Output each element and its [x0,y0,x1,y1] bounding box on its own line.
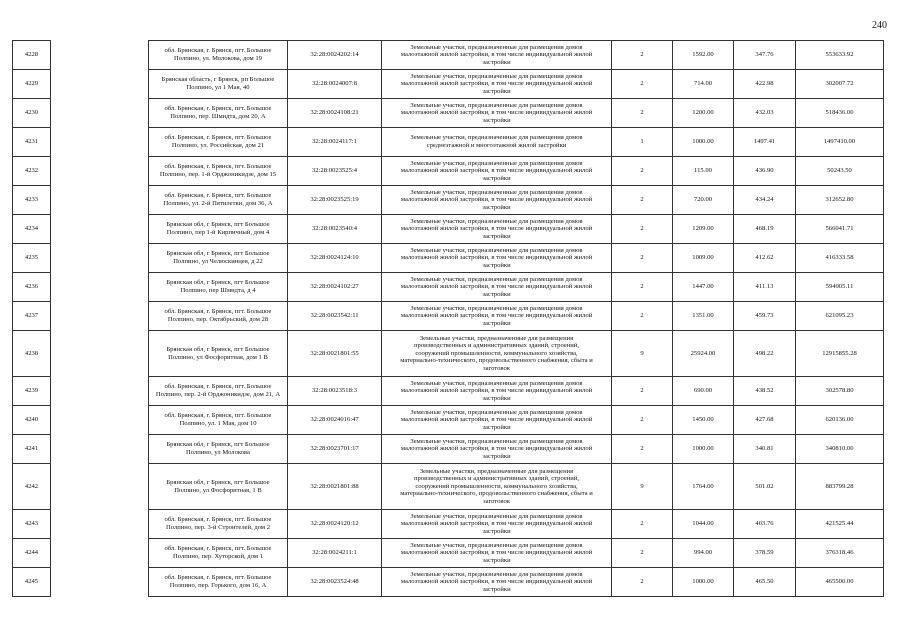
group-cell: 2 [612,435,673,464]
table-row [13,302,884,331]
group-cell: 2 [612,539,673,568]
spacer-cell [51,215,149,244]
cadastral-number-cell: 32:28:0024120:12 [288,510,382,539]
address-cell: Брянская обл, г Брянск, пгт Большое Полпино, пер 1-й Кирпичный, дом 4 [149,215,288,244]
cadastral-number-cell: 32:28:0023701:17 [288,435,382,464]
cadastral-number-cell: 32:28:0024007:8 [288,70,382,99]
cadastral-value-cell: 421525.44 [796,510,884,539]
spacer-cell [51,464,149,510]
address-cell: обл. Брянская, г. Брянск, пгт. Большое Полпино, пер. 2-й Орджоникидзе, дом 21, А [149,377,288,406]
specific-value-cell: 498.22 [734,331,796,377]
land-use-cell: Земельные участки, предназначенные для размещения домов малоэтажной жилой застройки, в том числе индивидуальной жилой застройки [382,244,612,273]
cadastral-value-cell: 302578.80 [796,377,884,406]
table-row [13,331,884,377]
address-cell: Брянская область, г Брянск, рп Большое Полпино, ул 1 Мая, 40 [149,70,288,99]
area-cell: 994.00 [673,539,734,568]
row-number: 4238 [13,331,51,377]
area-cell: 720.00 [673,186,734,215]
row-number: 4234 [13,215,51,244]
cadastral-value-cell: 621095.23 [796,302,884,331]
table-row [13,510,884,539]
table-row [13,406,884,435]
spacer-cell [51,302,149,331]
specific-value-cell: 340.81 [734,435,796,464]
cadastral-value-cell: 594905.11 [796,273,884,302]
cadastral-number-cell: 32:28:0023540:4 [288,215,382,244]
cadastral-value-cell: 620136.00 [796,406,884,435]
area-cell: 115.00 [673,157,734,186]
cadastral-number-cell: 32:28:0023542:11 [288,302,382,331]
land-use-cell: Земельные участки, предназначенные для размещения домов малоэтажной жилой застройки, в том числе индивидуальной жилой застройки [382,70,612,99]
address-cell: обл. Брянская, г. Брянск, пгт. Большое Полпино, пер. 1-й Орджоникидзе, дом 15 [149,157,288,186]
address-cell: Брянская обл, г Брянск, пгт Большое Полпино, пер Шмидта, д 4 [149,273,288,302]
cadastral-value-cell: 376318.46 [796,539,884,568]
land-use-cell: Земельные участки, предназначенные для размещения домов малоэтажной жилой застройки, в том числе индивидуальной жилой застройки [382,215,612,244]
address-cell: обл. Брянская, г. Брянск, пгт. Большое Полпино, пер. Горького, дом 16, А [149,568,288,597]
group-cell: 2 [612,215,673,244]
spacer-cell [51,244,149,273]
area-cell: 1200.00 [673,99,734,128]
spacer-cell [51,186,149,215]
row-number: 4229 [13,70,51,99]
group-cell: 2 [612,302,673,331]
spacer-cell [51,273,149,302]
group-cell: 2 [612,377,673,406]
land-use-cell: Земельные участки, предназначенные для размещения домов малоэтажной жилой застройки, в том числе индивидуальной жилой застройки [382,435,612,464]
address-cell: Брянская обл, г Брянск, пгт Большое Полпино, ул Фосфоритная, дом 1 В [149,331,288,377]
cadastral-value-cell: 340810.00 [796,435,884,464]
land-use-cell: Земельные участки, предназначенные для размещения домов малоэтажной жилой застройки, в том числе индивидуальной жилой застройки [382,510,612,539]
group-cell: 2 [612,244,673,273]
specific-value-cell: 1497.41 [734,128,796,157]
land-use-cell: Земельные участки, предназначенные для размещения производственных и административных зданий, строений, сооружений промышленности, коммунального хозяйства, материально-технического, продовольственного снабжения, сбыта и заготовок [382,464,612,510]
address-cell: обл. Брянская, г. Брянск, пгт. Большое Полпино, ул. Российская, дом 21 [149,128,288,157]
cadastral-number-cell: 32:28:0023525:4 [288,157,382,186]
row-number: 4233 [13,186,51,215]
cadastral-number-cell: 32:28:0024211:1 [288,539,382,568]
area-cell: 1450.00 [673,406,734,435]
specific-value-cell: 468.19 [734,215,796,244]
row-number: 4244 [13,539,51,568]
group-cell: 2 [612,273,673,302]
group-cell: 2 [612,41,673,70]
area-cell: 1044.00 [673,510,734,539]
row-number: 4232 [13,157,51,186]
land-use-cell: Земельные участки, предназначенные для размещения домов малоэтажной жилой застройки, в том числе индивидуальной жилой застройки [382,99,612,128]
table-row [13,157,884,186]
group-cell: 2 [612,186,673,215]
cadastral-value-cell: 465500.00 [796,568,884,597]
specific-value-cell: 411.13 [734,273,796,302]
group-cell: 9 [612,331,673,377]
specific-value-cell: 412.62 [734,244,796,273]
table-row [13,464,884,510]
specific-value-cell: 347.76 [734,41,796,70]
cadastral-value-cell: 50243.50 [796,157,884,186]
spacer-cell [51,406,149,435]
table-row [13,273,884,302]
cadastral-number-cell: 32:28:0021801:88 [288,464,382,510]
specific-value-cell: 403.76 [734,510,796,539]
row-number: 4242 [13,464,51,510]
cadastral-number-cell: 32:28:0023525:19 [288,186,382,215]
cadastral-value-cell: 1497410.00 [796,128,884,157]
spacer-cell [51,157,149,186]
group-cell: 2 [612,568,673,597]
cadastral-number-cell: 32:28:0023518:3 [288,377,382,406]
specific-value-cell: 459.73 [734,302,796,331]
address-cell: обл. Брянская, г. Брянск, пгт. Большое Полпино, пер. Шмидта, дом 20, А [149,99,288,128]
spacer-cell [51,568,149,597]
specific-value-cell: 422.98 [734,70,796,99]
land-use-cell: Земельные участки, предназначенные для размещения домов малоэтажной жилой застройки, в том числе индивидуальной жилой застройки [382,157,612,186]
area-cell: 714.00 [673,70,734,99]
cadastral-value-cell: 566041.71 [796,215,884,244]
cadastral-value-cell: 312652.80 [796,186,884,215]
specific-value-cell: 427.68 [734,406,796,435]
cadastral-number-cell: 32:28:0024016:47 [288,406,382,435]
spacer-cell [51,41,149,70]
row-number: 4235 [13,244,51,273]
specific-value-cell: 465.50 [734,568,796,597]
spacer-cell [51,128,149,157]
cadastral-value-table [12,40,884,597]
spacer-cell [51,435,149,464]
area-cell: 1447.00 [673,273,734,302]
land-use-cell: Земельные участки, предназначенные для размещения домов малоэтажной жилой застройки, в том числе индивидуальной жилой застройки [382,41,612,70]
area-cell: 25924.00 [673,331,734,377]
row-number: 4237 [13,302,51,331]
spacer-cell [51,331,149,377]
specific-value-cell: 432.03 [734,99,796,128]
spacer-cell [51,70,149,99]
address-cell: обл. Брянская, г. Брянск, пгт. Большое Полпино, ул. 1 Мая, дом 10 [149,406,288,435]
row-number: 4243 [13,510,51,539]
area-cell: 1000.00 [673,128,734,157]
land-use-cell: Земельные участки, предназначенные для размещения домов малоэтажной жилой застройки, в том числе индивидуальной жилой застройки [382,377,612,406]
group-cell: 9 [612,464,673,510]
spacer-cell [51,539,149,568]
table-row [13,70,884,99]
cadastral-number-cell: 32:28:0024108:21 [288,99,382,128]
address-cell: Брянская обл, г Брянск, пгт Большое Полпино, ул Фосфоритная, 1 В [149,464,288,510]
row-number: 4245 [13,568,51,597]
address-cell: обл. Брянская, г. Брянск, пгт. Большое Полпино, пер. 3-й Строителей, дом 2 [149,510,288,539]
specific-value-cell: 501.02 [734,464,796,510]
land-use-cell: Земельные участки, предназначенные для размещения домов малоэтажной жилой застройки, в том числе индивидуальной жилой застройки [382,302,612,331]
cadastral-number-cell: 32:28:0024102:27 [288,273,382,302]
row-number: 4231 [13,128,51,157]
table-row [13,244,884,273]
area-cell: 690.00 [673,377,734,406]
row-number: 4239 [13,377,51,406]
area-cell: 1592.00 [673,41,734,70]
land-use-cell: Земельные участки, предназначенные для размещения домов малоэтажной жилой застройки, в том числе индивидуальной жилой застройки [382,406,612,435]
group-cell: 2 [612,157,673,186]
row-number: 4240 [13,406,51,435]
group-cell: 2 [612,70,673,99]
table-row [13,568,884,597]
page-number: 240 [872,20,887,31]
cadastral-value-cell: 302007.72 [796,70,884,99]
row-number: 4228 [13,41,51,70]
land-use-cell: Земельные участки, предназначенные для размещения производственных и административных зданий, строений, сооружений промышленности, коммунального хозяйства, материально-технического, продовольственного снабжения, сбыта и заготовок [382,331,612,377]
area-cell: 1351.00 [673,302,734,331]
area-cell: 1000.00 [673,568,734,597]
cadastral-number-cell: 32:28:0024124:10 [288,244,382,273]
land-use-cell: Земельные участки, предназначенные для размещения домов малоэтажной жилой застройки, в том числе индивидуальной жилой застройки [382,186,612,215]
table-row [13,435,884,464]
table-row [13,215,884,244]
table-row [13,186,884,215]
land-use-cell: Земельные участки, предназначенные для размещения домов среднеэтажной и многоэтажной жилой застройки [382,128,612,157]
row-number: 4241 [13,435,51,464]
row-number: 4236 [13,273,51,302]
specific-value-cell: 438.52 [734,377,796,406]
land-use-cell: Земельные участки, предназначенные для размещения домов малоэтажной жилой застройки, в том числе индивидуальной жилой застройки [382,539,612,568]
group-cell: 2 [612,99,673,128]
address-cell: Брянская обл, г Брянск, пгт Большое Полпино, ул Челюскинцев, д 22 [149,244,288,273]
table-row [13,128,884,157]
area-cell: 1764.00 [673,464,734,510]
cadastral-number-cell: 32:28:0024202:14 [288,41,382,70]
area-cell: 1009.00 [673,244,734,273]
area-cell: 1000.00 [673,435,734,464]
table-row [13,539,884,568]
cadastral-value-cell: 883799.28 [796,464,884,510]
cadastral-number-cell: 32:28:0024117:1 [288,128,382,157]
cadastral-value-cell: 518436.00 [796,99,884,128]
group-cell: 2 [612,406,673,435]
cadastral-value-cell: 416333.58 [796,244,884,273]
address-cell: обл. Брянская, г. Брянск, пгт. Большое Полпино, ул. Молокова, дом 19 [149,41,288,70]
row-number: 4230 [13,99,51,128]
area-cell: 1209.00 [673,215,734,244]
address-cell: обл. Брянская, г. Брянск, пгт. Большое Полпино, ул. 2-й Пятилетки, дом 36, А [149,186,288,215]
specific-value-cell: 378.59 [734,539,796,568]
land-use-cell: Земельные участки, предназначенные для размещения домов малоэтажной жилой застройки, в том числе индивидуальной жилой застройки [382,273,612,302]
table-row [13,99,884,128]
cadastral-number-cell: 32:28:0021801:55 [288,331,382,377]
address-cell: обл. Брянская, г. Брянск, пгт. Большое Полпино, пер. Хуторской, дом 1 [149,539,288,568]
address-cell: обл. Брянская, г. Брянск, пгт. Большое Полпино, пер. Октябрьский, дом 28 [149,302,288,331]
cadastral-value-cell: 12915855.28 [796,331,884,377]
spacer-cell [51,510,149,539]
group-cell: 1 [612,128,673,157]
spacer-cell [51,377,149,406]
group-cell: 2 [612,510,673,539]
table-row [13,41,884,70]
table-row [13,377,884,406]
land-use-cell: Земельные участки, предназначенные для размещения домов малоэтажной жилой застройки, в том числе индивидуальной жилой застройки [382,568,612,597]
specific-value-cell: 436.90 [734,157,796,186]
specific-value-cell: 434.24 [734,186,796,215]
cadastral-value-cell: 553633.92 [796,41,884,70]
address-cell: Брянская обл, г Брянск, пгт Большое Полпино, ул Молокова [149,435,288,464]
spacer-cell [51,99,149,128]
cadastral-number-cell: 32:28:0023524:48 [288,568,382,597]
